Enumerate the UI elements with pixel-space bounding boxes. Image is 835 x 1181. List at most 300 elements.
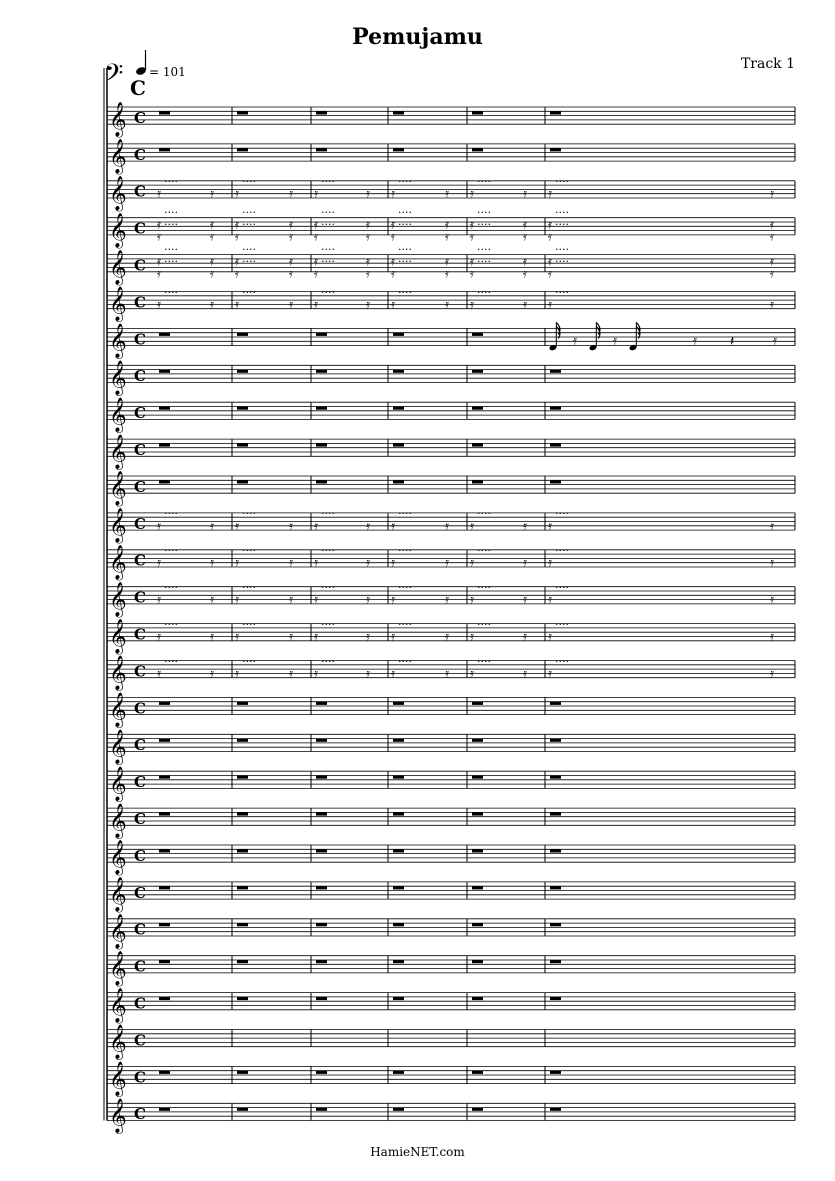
rest-dots: ···· [164,218,178,231]
whole-rest-icon [393,776,404,779]
staff [107,730,795,766]
time-signature: C [134,219,146,238]
whole-rest-icon [237,923,248,926]
rest-dots: ···· [321,175,335,189]
time-signature: C [134,773,146,792]
treble-clef-icon: 𝄞 [109,139,127,175]
treble-clef-icon: 𝄞 [109,950,127,986]
sixteenth-rest-icon: 𝄿 [314,629,318,645]
sixteenth-rest-icon: 𝄿 [523,297,527,313]
treble-clef-icon: 𝄞 [109,397,127,433]
whole-rest-icon [159,407,170,410]
staff [107,766,795,802]
whole-rest-icon [237,333,248,336]
rest-dots: ···· [477,617,491,631]
treble-clef-icon: 𝄞 [109,729,127,765]
sixteenth-rest-icon: 𝄿 [548,229,552,245]
whole-rest-icon [159,776,170,779]
sixteenth-rest-icon: 𝄿 [289,266,293,282]
rest-dots: ···· [398,206,412,219]
rest-dots: ···· [398,544,412,558]
rest-dots: ···· [242,175,256,189]
track-label: Track 1 [740,56,795,72]
time-signature: C [134,699,146,718]
sixteenth-rest-icon: 𝄿 [157,555,161,571]
treble-clef-icon: 𝄞 [109,323,127,359]
time-signature: C [134,551,146,570]
whole-rest-icon [237,443,248,446]
time-signature: C [134,182,146,201]
sixteenth-rest-icon: 𝄿 [366,217,370,233]
sixteenth-rest-icon: 𝄿 [470,186,474,202]
sixteenth-rest-icon: 𝄿 [366,592,370,608]
sixteenth-rest-icon: 𝄿 [235,629,239,645]
sixteenth-rest-icon: 𝄿 [366,186,370,202]
sixteenth-rest-icon: 𝄿 [523,592,527,608]
sixteenth-rest-icon: 𝄿 [470,555,474,571]
time-signature: C [134,404,146,423]
rest-dots: ···· [164,206,178,219]
whole-rest-icon [316,702,327,705]
whole-rest-icon [472,1071,483,1074]
staff [107,914,795,950]
sixteenth-rest-icon: 𝄿 [210,186,214,202]
sixteenth-rest-icon: 𝄿 [770,629,774,645]
whole-rest-icon [472,702,483,705]
staff [107,434,795,470]
sixteenth-rest-icon: 𝄿 [235,229,239,245]
sixteenth-rest-icon: 𝄿 [157,217,161,233]
sixteenth-rest-icon: 𝄿 [366,254,370,270]
whole-rest-icon [472,923,483,926]
rest-dots: ···· [555,654,569,668]
sixteenth-rest-icon: 𝄿 [573,333,577,349]
treble-clef-icon: 𝄞 [109,581,127,617]
sixteenth-rest-icon: 𝄿 [314,254,318,270]
sixteenth-rest-icon: 𝄿 [523,266,527,282]
whole-rest-icon [316,997,327,1000]
sixteenth-rest-icon: 𝄿 [770,592,774,608]
sixteenth-rest-icon: 𝄿 [470,217,474,233]
rest-dots: ···· [242,507,256,521]
whole-rest-icon [237,960,248,963]
sixteenth-rest-icon: 𝄿 [770,254,774,270]
whole-rest-icon [550,849,561,852]
staff [107,951,795,987]
sixteenth-rest-icon: 𝄿 [157,229,161,245]
rest-dots: ···· [398,285,412,299]
time-signature: C [134,1068,146,1087]
rest-dots: ···· [398,242,412,256]
sixteenth-rest-icon: 𝄿 [523,217,527,233]
sixteenth-rest-icon: 𝄿 [770,666,774,682]
rest-dots: ···· [555,544,569,558]
sixteenth-rest-icon: 𝄿 [391,217,395,233]
rest-dots: ···· [555,206,569,219]
staff [107,102,795,138]
whole-rest-icon [316,776,327,779]
whole-rest-icon [393,1071,404,1074]
whole-rest-icon [159,849,170,852]
whole-rest-icon [159,370,170,373]
staff [107,397,795,433]
sixteenth-rest-icon: 𝄿 [157,266,161,282]
sixteenth-rest-icon: 𝄿 [210,229,214,245]
sixteenth-rest-icon: 𝄿 [470,592,474,608]
sixteenth-rest-icon: 𝄿 [548,629,552,645]
whole-rest-icon [550,997,561,1000]
staff [107,471,795,507]
whole-rest-icon [316,1071,327,1074]
rest-dots: ···· [477,175,491,189]
rest-dots: ···· [477,581,491,594]
rest-dots: ···· [164,254,178,268]
whole-rest-icon [159,886,170,889]
rest-dots: ···· [555,254,569,268]
whole-rest-icon [472,148,483,151]
sixteenth-rest-icon: 𝄿 [235,266,239,282]
sixteenth-rest-icon: 𝄿 [314,592,318,608]
time-signature-top: C [130,76,146,100]
whole-rest-icon [316,443,327,446]
time-signature: C [134,846,146,865]
treble-clef-icon: 𝄞 [109,1098,127,1134]
sixteenth-rest-icon: 𝄿 [391,254,395,270]
sixteenth-rest-icon: 𝄿 [157,254,161,270]
whole-rest-icon [237,407,248,410]
whole-rest-icon [550,370,561,373]
rest-dots: ···· [321,206,335,219]
whole-rest-icon [159,148,170,151]
time-signature: C [134,736,146,755]
sixteenth-rest-icon: 𝄿 [548,666,552,682]
whole-rest-icon [550,960,561,963]
sixteenth-rest-icon: 𝄿 [445,266,449,282]
sixteenth-rest-icon: 𝄿 [693,333,697,349]
sixteenth-rest-icon: 𝄿 [445,297,449,313]
rest-dots: ···· [242,218,256,231]
sixteenth-rest-icon: 𝄿 [548,186,552,202]
whole-rest-icon [316,370,327,373]
whole-rest-icon [159,1071,170,1074]
treble-clef-icon: 𝄞 [109,1061,127,1097]
sixteenth-rest-icon: 𝄿 [235,518,239,534]
whole-rest-icon [159,333,170,336]
whole-rest-icon [237,1071,248,1074]
staff [107,206,795,249]
sixteenth-rest-icon: 𝄿 [548,217,552,233]
sixteenth-rest-icon: 𝄿 [314,229,318,245]
whole-rest-icon [316,111,327,114]
rest-dots: ···· [398,617,412,631]
sixteenth-rest-icon: 𝄿 [391,666,395,682]
time-signature: C [134,588,146,607]
rest-dots: ···· [164,507,178,521]
rest-dots: ···· [555,242,569,256]
rest-dots: ···· [321,242,335,256]
rest-dots: ···· [321,581,335,594]
treble-clef-icon: 𝄞 [109,249,127,285]
whole-rest-icon [393,148,404,151]
whole-rest-icon [159,812,170,815]
whole-rest-icon [472,776,483,779]
sixteenth-rest-icon: 𝄿 [391,555,395,571]
whole-rest-icon [393,739,404,742]
sixteenth-rest-icon: 𝄿 [235,217,239,233]
staff [107,581,795,618]
sixteenth-rest-icon: 𝄿 [445,254,449,270]
sixteenth-rest-icon: 𝄿 [235,555,239,571]
staff [107,544,795,581]
sixteenth-rest-icon: 𝄿 [445,518,449,534]
rest-dots: ···· [398,507,412,521]
rest-dots: ···· [477,507,491,521]
sixteenth-rest-icon: 𝄿 [210,555,214,571]
sixteenth-rest-icon: 𝄿 [548,518,552,534]
whole-rest-icon [393,370,404,373]
quarter-rest-icon: 𝄽 [730,333,735,350]
treble-clef-icon: 𝄞 [109,545,127,580]
whole-rest-icon [316,923,327,926]
sixteenth-rest-icon: 𝄿 [235,297,239,313]
staff [107,139,795,175]
sixteenth-rest-icon: 𝄿 [770,297,774,313]
sixteenth-rest-icon: 𝄿 [210,592,214,608]
whole-rest-icon [159,923,170,926]
whole-rest-icon [316,148,327,151]
whole-rest-icon [550,111,561,114]
rest-dots: ···· [321,254,335,268]
whole-rest-icon [393,407,404,410]
time-signature: C [134,994,146,1013]
time-signature: C [134,477,146,496]
sixteenth-rest-icon: 𝄿 [314,666,318,682]
whole-rest-icon [472,960,483,963]
treble-clef-icon: 𝄞 [109,766,127,802]
rest-dots: ···· [242,254,256,268]
time-signature: C [134,514,146,533]
whole-rest-icon [316,849,327,852]
time-signature: C [134,367,146,386]
sixteenth-rest-icon: 𝄿 [445,229,449,245]
whole-rest-icon [237,148,248,151]
sixteenth-rest-icon: 𝄿 [289,666,293,682]
whole-rest-icon [472,1108,483,1111]
whole-rest-icon [237,776,248,779]
rest-dots: ···· [164,581,178,594]
whole-rest-icon [472,111,483,114]
rest-dots: ···· [477,242,491,256]
sixteenth-rest-icon: 𝄿 [289,254,293,270]
whole-rest-icon [393,960,404,963]
rest-dots: ···· [242,206,256,219]
whole-rest-icon [472,812,483,815]
staff [107,507,795,544]
whole-rest-icon [550,443,561,446]
sixteenth-rest-icon: 𝄿 [470,297,474,313]
sixteenth-rest-icon: 𝄿 [366,666,370,682]
treble-clef-icon: 𝄞 [109,508,127,544]
time-signature: C [134,625,146,644]
sixteenth-rest-icon: 𝄿 [523,666,527,682]
rest-dots: ···· [321,285,335,299]
sixteenth-rest-icon: 𝄿 [366,555,370,571]
sixteenth-rest-icon: 𝄿 [470,629,474,645]
sixteenth-rest-icon: 𝄿 [157,518,161,534]
whole-rest-icon [472,443,483,446]
sixteenth-rest-icon: 𝄿 [523,518,527,534]
sixteenth-rest-icon: 𝄿 [314,297,318,313]
sixteenth-rest-icon: 𝄿 [470,254,474,270]
time-signature: C [134,920,146,939]
sixteenth-rest-icon: 𝄿 [314,217,318,233]
sixteenth-rest-icon: 𝄿 [289,297,293,313]
time-signature: C [134,1105,146,1124]
treble-clef-icon: 𝄞 [109,618,127,654]
treble-clef-icon: 𝄞 [109,987,127,1023]
whole-rest-icon [472,407,483,410]
sixteenth-rest-icon: 𝄿 [289,518,293,534]
rest-dots: ···· [164,242,178,256]
rest-dots: ···· [477,285,491,299]
sixteenth-rest-icon: 𝄿 [548,266,552,282]
whole-rest-icon [316,812,327,815]
sixteenth-rest-icon: 𝄿 [157,297,161,313]
treble-clef-icon: 𝄞 [109,212,127,248]
whole-rest-icon [550,702,561,705]
tempo-marking [135,50,186,79]
whole-rest-icon [316,886,327,889]
sixteenth-rest-icon: 𝄿 [470,518,474,534]
sixteenth-rest-icon: 𝄿 [470,666,474,682]
whole-rest-icon [237,739,248,742]
whole-rest-icon [159,702,170,705]
treble-clef-icon: 𝄞 [109,840,127,876]
whole-rest-icon [472,997,483,1000]
time-signature: C [134,108,146,127]
whole-rest-icon [159,480,170,483]
treble-clef-icon: 𝄞 [109,434,127,470]
whole-rest-icon [550,407,561,410]
staff [107,243,795,286]
treble-clef-icon: 𝄞 [109,102,127,138]
sixteenth-rest-icon: 𝄿 [523,254,527,270]
whole-rest-icon [393,480,404,483]
sixteenth-note-flag [596,322,600,338]
treble-clef-icon: 𝄞 [109,914,127,949]
staff [107,618,795,655]
sixteenth-rest-icon: 𝄿 [773,333,777,349]
whole-rest-icon [550,739,561,742]
time-signature: C [134,441,146,459]
rest-dots: ···· [555,285,569,299]
time-signature: C [134,330,146,349]
whole-rest-icon [316,739,327,742]
sixteenth-rest-icon: 𝄿 [289,555,293,571]
sixteenth-rest-icon: 𝄿 [289,629,293,645]
staff [107,286,795,323]
rest-dots: ···· [164,285,178,299]
treble-clef-icon: 𝄞 [109,471,127,507]
rest-dots: ···· [242,242,256,256]
rest-dots: ···· [398,175,412,189]
sixteenth-rest-icon: 𝄿 [391,229,395,245]
sixteenth-rest-icon: 𝄿 [235,254,239,270]
sixteenth-rest-icon: 𝄿 [210,518,214,534]
whole-rest-icon [550,886,561,889]
rest-dots: ···· [555,218,569,231]
whole-rest-icon [550,1071,561,1074]
treble-clef-icon: 𝄞 [109,176,127,211]
rest-dots: ···· [242,581,256,594]
whole-rest-icon [159,443,170,446]
sixteenth-rest-icon: 𝄿 [770,229,774,245]
whole-rest-icon [159,960,170,963]
sixteenth-rest-icon: 𝄿 [770,217,774,233]
whole-rest-icon [393,923,404,926]
whole-rest-icon [393,443,404,446]
sixteenth-rest-icon: 𝄿 [523,629,527,645]
sixteenth-rest-icon: 𝄿 [548,592,552,608]
sixteenth-rest-icon: 𝄿 [445,555,449,571]
sixteenth-rest-icon: 𝄿 [445,629,449,645]
whole-rest-icon [316,480,327,483]
sixteenth-rest-icon: 𝄿 [314,518,318,534]
whole-rest-icon [393,849,404,852]
time-signature: C [134,1031,146,1050]
whole-rest-icon [316,1108,327,1111]
rest-dots: ···· [242,654,256,668]
svg-text:𝄢: 𝄢 [104,59,124,94]
staff [107,655,795,692]
rest-dots: ···· [321,507,335,521]
whole-rest-icon [316,333,327,336]
whole-rest-icon [159,111,170,114]
time-signature: C [134,256,146,275]
whole-rest-icon [237,370,248,373]
sixteenth-rest-icon: 𝄿 [548,254,552,270]
staff [107,877,795,913]
sixteenth-rest-icon: 𝄿 [366,297,370,313]
whole-rest-icon [550,923,561,926]
sixteenth-rest-icon: 𝄿 [210,266,214,282]
rest-dots: ···· [242,285,256,299]
sixteenth-rest-icon: 𝄿 [391,518,395,534]
sixteenth-rest-icon: 𝄿 [470,266,474,282]
staff [107,840,795,876]
sixteenth-rest-icon: 𝄿 [210,629,214,645]
sixteenth-rest-icon: 𝄿 [391,297,395,313]
sixteenth-rest-icon: 𝄿 [523,555,527,571]
whole-rest-icon [159,739,170,742]
sixteenth-rest-icon: 𝄿 [289,229,293,245]
sixteenth-rest-icon: 𝄿 [235,592,239,608]
whole-rest-icon [237,849,248,852]
rest-dots: ···· [164,175,178,189]
sixteenth-rest-icon: 𝄿 [770,518,774,534]
sixteenth-rest-icon: 𝄿 [289,217,293,233]
treble-clef-icon: 𝄞 [109,877,127,913]
sixteenth-rest-icon: 𝄿 [445,186,449,202]
staff [107,322,795,359]
staff [107,988,795,1024]
sixteenth-rest-icon: 𝄿 [157,666,161,682]
sixteenth-rest-icon: 𝄿 [157,186,161,202]
sixteenth-rest-icon: 𝄿 [314,186,318,202]
sixteenth-rest-icon: 𝄿 [391,629,395,645]
sixteenth-note-flag [636,322,640,338]
whole-rest-icon [550,812,561,815]
